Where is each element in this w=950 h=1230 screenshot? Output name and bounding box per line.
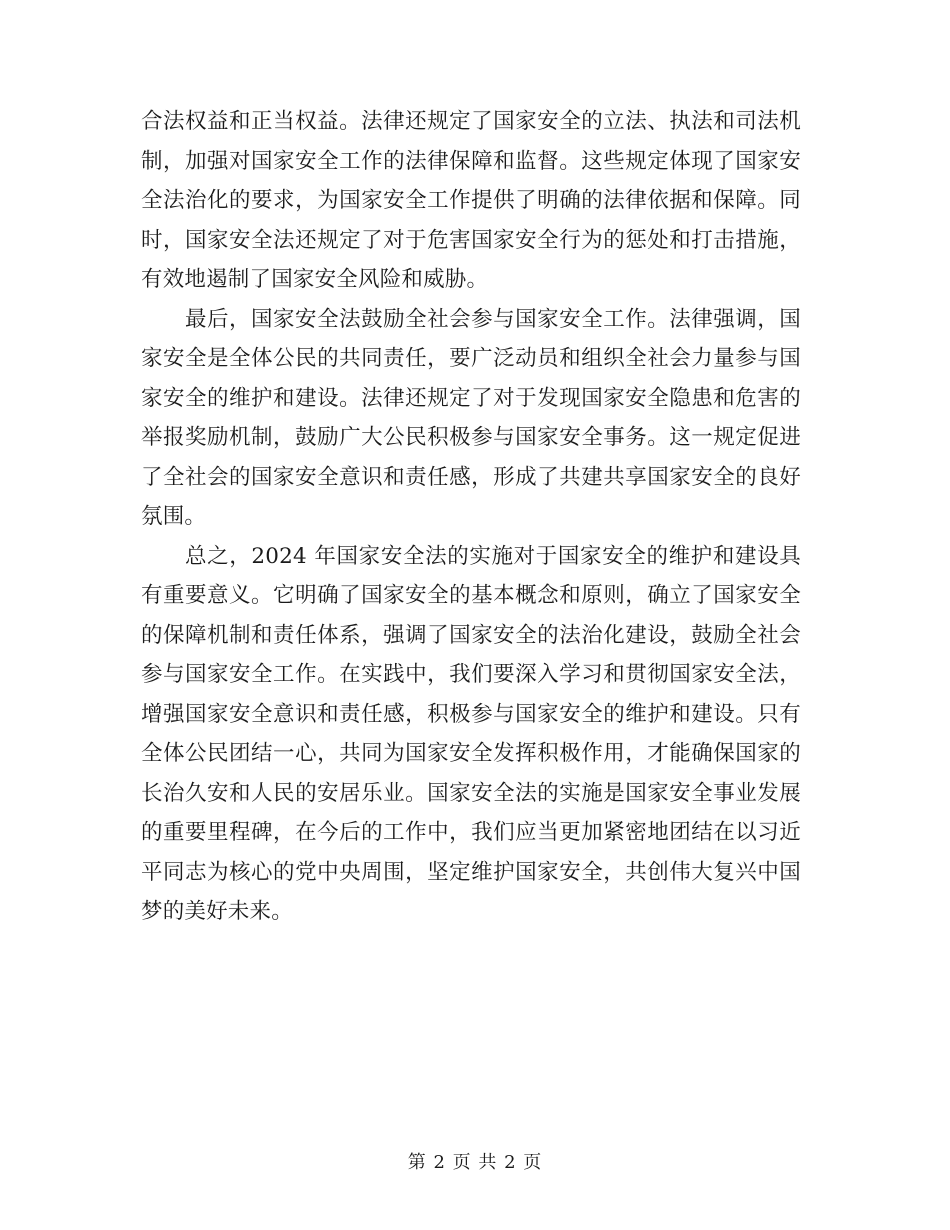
document-body — [141, 102, 801, 932]
paragraph-3: 总之，2024 年国家安全法的实施对于国家安全的维护和建设具有重要意义。它明确了国家安全的基本概念和原则，确立了国家安全的保障机制和责任体系，强调了国家安全的法治化建设，鼓励全社会参与国家安全工作。在实践中，我们要深入学习和贯彻国家安全法，增强国家安全意识和责任感，积极参与国家安全的维护和建设。只有全体公民团结一心，共同为国家安全发挥积极作用，才能确保国家的长治久安和人民的安居乐业。国家安全法的实施是国家安全事业发展的重要里程碑，在今后的工作中，我们应当更加紧密地团结在以习近平同志为核心的党中央周围，坚定维护国家安全，共创伟大复兴中国梦的美好未来。 — [141, 543, 801, 924]
paragraph-2: 最后，国家安全法鼓励全社会参与国家安全工作。法律强调，国家安全是全体公民的共同责任，要广泛动员和组织全社会力量参与国家安全的维护和建设。法律还规定了对于发现国家安全隐患和危害的举报奖励机制，鼓励广大公民积极参与国家安全事务。这一规定促进了全社会的国家安全意识和责任感，形成了共建共享国家安全的良好氛围。 — [141, 306, 801, 529]
page-number-footer: 第 2 页 共 2 页 — [407, 1152, 543, 1173]
paragraph-1: 合法权益和正当权益。法律还规定了国家安全的立法、执法和司法机制，加强对国家安全工作的法律保障和监督。这些规定体现了国家安全法治化的要求，为国家安全工作提供了明确的法律依据和保障。同时，国家安全法还规定了对于危害国家安全行为的惩处和打击措施，有效地遏制了国家安全风险和威胁。 — [141, 109, 801, 292]
